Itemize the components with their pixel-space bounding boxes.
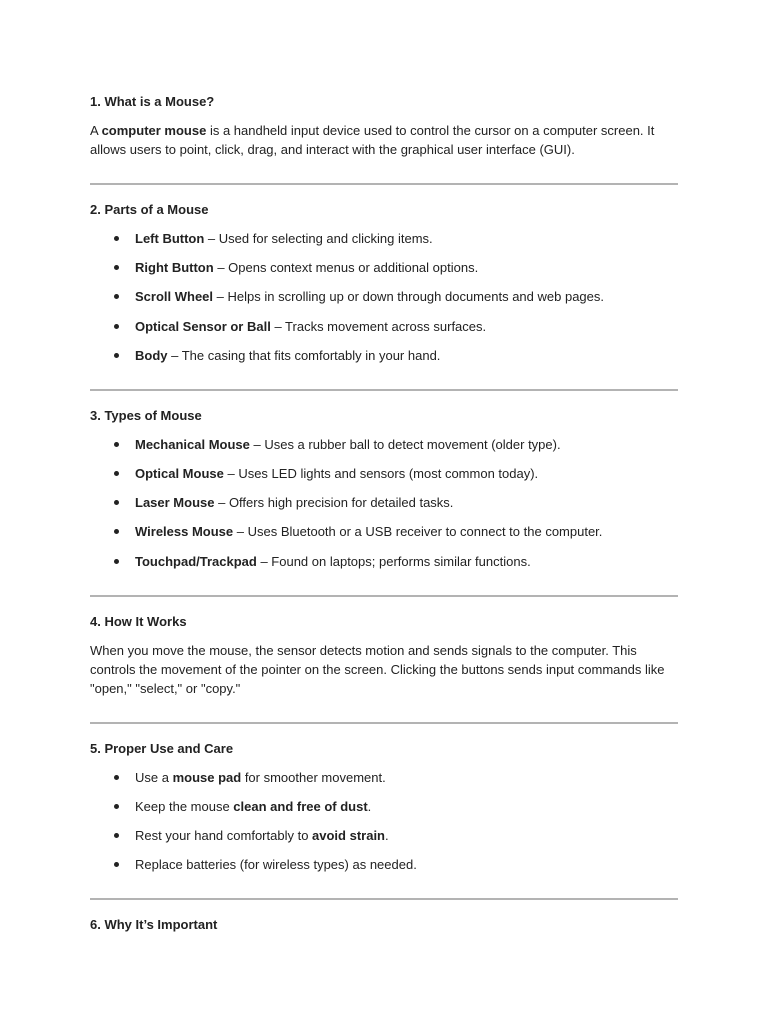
bullet-icon [114,294,119,299]
list-item-term: Right Button [135,260,214,276]
list-item [90,317,678,336]
list-item [90,258,678,277]
bullet-list [90,229,678,365]
list-item [90,435,678,454]
bullet-icon [114,833,119,838]
section-heading: 1. What is a Mouse? [90,94,215,109]
paragraph-text: is a handheld input device used to control the cursor on a computer screen. It allows users to point, click, drag, and interact with the graphical user interface (GUI). [90,123,655,157]
section-heading: 2. Parts of a Mouse [90,202,209,217]
paragraph-text: A [90,123,102,138]
list-item [90,229,678,248]
paragraph-bold-term: computer mouse [101,123,207,138]
list-item-text: for smoother movement. [241,769,386,785]
list-item-text: – Uses Bluetooth or a USB receiver to connect to the computer. [233,524,603,540]
bullet-icon [114,500,119,505]
list-item-text: – Used for selecting and clicking items. [204,231,433,246]
bullet-icon [114,236,119,241]
list-item-term: Body [135,347,168,363]
section-types-of-mouse [90,406,678,571]
bullet-list [90,435,678,571]
list-item-text: . [385,827,389,843]
list-item-text: – Helps in scrolling up or down through documents and web pages. [213,289,604,305]
list-item [90,768,678,787]
list-item [90,287,678,306]
section-parts-of-a-mouse [90,200,678,365]
list-item-term: Touchpad/Trackpad [135,553,257,569]
section-divider [90,595,678,597]
list-item-text: – Uses LED lights and sensors (most common today). [223,465,539,481]
list-item-term: avoid strain [312,827,385,843]
list-item [90,826,678,845]
section-why-its-important [90,915,678,934]
list-item-term: Left Button [135,231,205,246]
list-item-text: Replace batteries (for wireless types) as needed. [135,857,417,873]
bullet-icon [114,265,119,270]
bullet-icon [114,324,119,329]
section-divider [90,898,678,900]
section-heading: 4. How It Works [90,613,187,629]
bullet-icon [114,471,119,476]
section-paragraph [90,121,678,159]
section-how-it-works [90,612,678,698]
bullet-icon [114,559,119,564]
bullet-icon [114,529,119,534]
bullet-icon [114,804,119,809]
section-what-is-a-mouse [90,92,678,159]
bullet-icon [114,775,119,780]
list-item [90,522,678,541]
section-heading: 3. Types of Mouse [90,407,202,423]
list-item-text: – Uses a rubber ball to detect movement (older type). [249,436,561,452]
list-item-text: Rest your hand comfortably to [135,827,313,843]
list-item-term: mouse pad [172,769,242,785]
list-item-term: clean and free of dust [233,798,368,814]
list-item-text: – Found on laptops; performs similar functions. [256,553,531,569]
list-item [90,797,678,816]
list-item-term: Optical Mouse [135,465,224,481]
list-item-term: Scroll Wheel [135,289,214,305]
section-heading: 5. Proper Use and Care [90,740,234,756]
list-item-term: Laser Mouse [135,495,215,511]
list-item-term: Mechanical Mouse [135,436,250,452]
list-item [90,855,678,874]
list-item [90,464,678,483]
list-item [90,346,678,365]
list-item-text: . [367,798,372,814]
list-item-text: – Opens context menus or additional options. [213,260,479,276]
list-item [90,552,678,571]
bullet-icon [114,353,119,358]
bullet-icon [114,862,119,867]
bullet-list [90,768,678,875]
section-divider [90,722,678,724]
section-divider [90,183,678,185]
list-item-text: Keep the mouse [135,798,234,814]
list-item-term: Wireless Mouse [135,524,234,540]
list-item [90,493,678,512]
section-paragraph: When you move the mouse, the sensor detects motion and sends signals to the computer. This controls the movement of the pointer on the screen. Clicking the buttons sends input commands like "open," "select," or "copy." [90,642,665,696]
list-item-text: – The casing that fits comfortably in your hand. [167,347,441,363]
section-proper-use-and-care [90,739,678,875]
list-item-term: Optical Sensor or Ball [135,318,271,334]
list-item-text: – Tracks movement across surfaces. [270,318,487,334]
list-item-text: Use a [135,769,173,785]
bullet-icon [114,442,119,447]
list-item-text: – Offers high precision for detailed tasks. [214,495,454,511]
section-heading: 6. Why It’s Important [90,917,218,933]
section-divider [90,389,678,391]
